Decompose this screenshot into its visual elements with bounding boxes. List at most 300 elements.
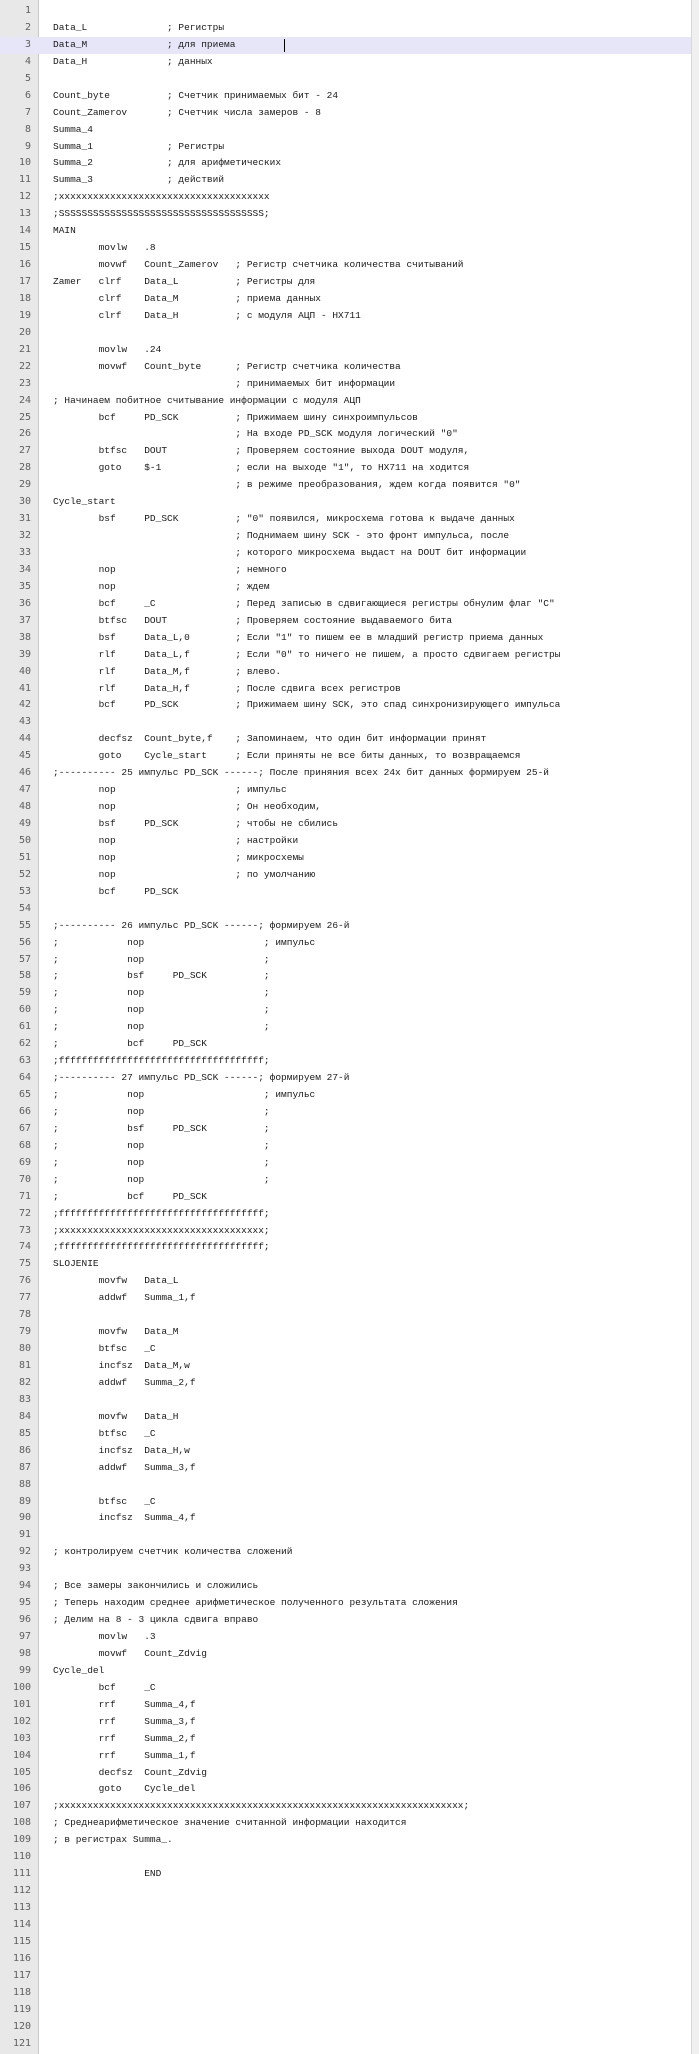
code-line[interactable]	[0, 935, 691, 952]
line-number: 50	[18, 834, 31, 846]
code-text: btfsc _C	[53, 1427, 156, 1439]
code-line[interactable]	[0, 1392, 691, 1409]
code-text: ; Делим на 8 - 3 цикла сдвига вправо	[53, 1614, 259, 1626]
code-text: addwf Summa_3,f	[53, 1461, 196, 1473]
line-number: 61	[18, 1021, 31, 1033]
code-text: Data_H ; данных	[53, 55, 213, 67]
code-line[interactable]	[0, 1036, 691, 1053]
code-line[interactable]	[0, 1832, 691, 1849]
code-line[interactable]	[0, 240, 691, 257]
line-number: 18	[18, 292, 31, 304]
line-number: 78	[18, 1309, 31, 1321]
line-number: 48	[18, 801, 31, 813]
line-number: 43	[18, 716, 31, 728]
code-line[interactable]	[0, 342, 691, 359]
code-line[interactable]	[0, 1155, 691, 1172]
line-number: 91	[18, 1529, 31, 1541]
code-text: ; nop ; импульс	[53, 1089, 316, 1100]
code-line[interactable]	[0, 1206, 691, 1223]
code-text: bcf _C	[53, 1681, 156, 1693]
line-number: 33	[18, 547, 31, 558]
code-line[interactable]	[0, 714, 691, 731]
code-text: SLOJENIE	[53, 1258, 99, 1270]
line-number: 32	[18, 530, 31, 542]
line-number: 24	[18, 394, 31, 406]
line-number: 117	[12, 1969, 31, 1981]
code-text: addwf Summa_1,f	[53, 1292, 196, 1304]
line-number: 80	[18, 1343, 31, 1355]
code-line[interactable]	[0, 918, 691, 935]
line-number: 62	[18, 1038, 31, 1050]
code-text: incfsz Data_H,w	[53, 1444, 190, 1456]
code-text: bsf PD_SCK ; "0" появился, микросхема готова к выдаче данных	[53, 513, 515, 525]
line-number: 16	[18, 259, 31, 271]
code-text: ;ffffffffffffffffffffffffffffffffffff;	[53, 1241, 270, 1253]
code-line[interactable]	[0, 664, 691, 681]
code-line[interactable]	[0, 1510, 691, 1527]
code-line[interactable]	[0, 1544, 691, 1561]
code-line[interactable]	[0, 528, 691, 545]
code-line[interactable]	[0, 223, 691, 240]
code-text: ;ffffffffffffffffffffffffffffffffffff;	[53, 1207, 270, 1219]
code-text: decfsz Count_byte,f ; Запоминаем, что один бит информации принят	[53, 733, 487, 745]
code-text: bsf Data_L,0 ; Если "1" то пишем ее в младший регистр приема данных	[53, 631, 544, 643]
line-number: 5	[24, 72, 31, 84]
code-text: ; bsf PD_SCK ;	[53, 1122, 270, 1134]
line-number: 77	[18, 1292, 31, 1304]
line-number: 22	[18, 360, 31, 372]
code-line[interactable]	[0, 426, 691, 443]
code-text: movfw Data_M	[53, 1326, 179, 1338]
code-line[interactable]	[0, 410, 691, 427]
code-text: ; в регистрах Summa_.	[53, 1834, 173, 1846]
line-number: 85	[18, 1427, 31, 1439]
code-line[interactable]	[0, 1629, 691, 1646]
code-line[interactable]	[0, 1561, 691, 1578]
line-number: 7	[24, 106, 31, 118]
line-number: 37	[18, 614, 31, 626]
code-line[interactable]	[0, 748, 691, 765]
line-number: 12	[18, 191, 31, 203]
line-number: 81	[18, 1360, 31, 1371]
code-line[interactable]	[0, 1748, 691, 1765]
code-text: nop ; импульс	[53, 784, 287, 796]
line-number: 55	[18, 919, 31, 931]
code-line[interactable]	[0, 1578, 691, 1595]
code-text: clrf Data_H ; с модуля АЦП - HX711	[53, 309, 361, 321]
code-text: btfsc DOUT ; Проверяем состояние выдаваемого бита	[53, 614, 453, 626]
code-line[interactable]	[0, 613, 691, 630]
code-line[interactable]	[0, 71, 691, 88]
line-number: 99	[18, 1664, 31, 1676]
line-number: 20	[18, 326, 31, 338]
code-line[interactable]	[0, 1917, 691, 1934]
line-number: 41	[18, 682, 31, 694]
code-line[interactable]	[0, 1680, 691, 1697]
code-line[interactable]	[0, 697, 691, 714]
line-number: 30	[18, 496, 31, 508]
line-number: 66	[18, 1105, 31, 1117]
code-text: bcf PD_SCK ; Прижимаем шину синхроимпульсов	[53, 411, 418, 423]
line-number: 39	[18, 648, 31, 660]
code-line[interactable]	[0, 1256, 691, 1273]
code-text: ;xxxxxxxxxxxxxxxxxxxxxxxxxxxxxxxxxxxxx	[53, 191, 270, 203]
code-text: nop ; по умолчанию	[53, 868, 316, 880]
code-text: addwf Summa_2,f	[53, 1376, 196, 1388]
code-line[interactable]	[0, 2036, 691, 2053]
line-number: 96	[18, 1614, 31, 1626]
code-line[interactable]	[0, 37, 691, 54]
line-number: 112	[12, 1885, 31, 1897]
code-line[interactable]	[0, 325, 691, 342]
code-text: bcf PD_SCK ; Прижимаем шину SCK, это спад синхронизирующего импульса	[53, 699, 561, 711]
line-number: 3	[24, 38, 31, 50]
code-line[interactable]	[0, 1731, 691, 1748]
code-text: ; Теперь находим среднее арифметическое полученного результата сложения	[53, 1597, 458, 1609]
line-number: 118	[12, 1986, 31, 1998]
code-line[interactable]	[0, 1426, 691, 1443]
code-line[interactable]	[0, 596, 691, 613]
code-line[interactable]	[0, 308, 691, 325]
code-text: ;ffffffffffffffffffffffffffffffffffff;	[53, 1055, 270, 1067]
line-number: 106	[12, 1783, 31, 1795]
code-line[interactable]	[0, 833, 691, 850]
code-line[interactable]	[0, 765, 691, 782]
line-number: 67	[18, 1122, 31, 1134]
code-line[interactable]	[0, 1714, 691, 1731]
code-line[interactable]	[0, 443, 691, 460]
code-line[interactable]	[0, 477, 691, 494]
code-text: Summa_1 ; Регистры	[53, 140, 225, 152]
code-line[interactable]	[0, 359, 691, 376]
code-text: ; nop ;	[53, 1173, 270, 1185]
code-line[interactable]	[0, 1697, 691, 1714]
code-line[interactable]	[0, 1951, 691, 1968]
code-text: ; nop ;	[53, 1156, 270, 1168]
code-line[interactable]	[0, 376, 691, 393]
line-number: 76	[18, 1275, 31, 1287]
code-text: bsf PD_SCK ; чтобы не сбились	[53, 818, 339, 829]
code-line[interactable]	[0, 985, 691, 1002]
code-line[interactable]	[0, 1883, 691, 1900]
line-number: 44	[18, 733, 31, 745]
code-line[interactable]	[0, 884, 691, 901]
line-number: 63	[18, 1055, 31, 1067]
code-text: END	[53, 1868, 162, 1880]
code-text: rrf Summa_2,f	[53, 1732, 196, 1744]
code-line[interactable]	[0, 1798, 691, 1815]
text-cursor	[284, 39, 285, 52]
line-number: 103	[12, 1732, 31, 1744]
code-line[interactable]	[0, 291, 691, 308]
code-line[interactable]	[0, 1968, 691, 1985]
code-line[interactable]	[0, 901, 691, 918]
line-number: 51	[18, 851, 31, 863]
code-line[interactable]	[0, 1849, 691, 1866]
code-line[interactable]	[0, 189, 691, 206]
code-area[interactable]	[0, 3, 691, 2052]
code-text: clrf Data_M ; приема данных	[53, 292, 321, 304]
code-text: nop ; Он необходим,	[53, 801, 321, 813]
line-number: 105	[12, 1766, 31, 1778]
line-number: 14	[18, 225, 31, 237]
line-number: 111	[12, 1868, 31, 1880]
line-number: 59	[18, 987, 31, 999]
line-number: 9	[24, 140, 31, 152]
code-line[interactable]	[0, 1002, 691, 1019]
code-line[interactable]	[0, 1189, 691, 1206]
code-text: goto Cycle_start ; Если приняты не все биты данных, то возвращаемся	[53, 750, 521, 762]
code-line[interactable]	[0, 681, 691, 698]
code-text: ;---------- 25 импульс PD_SCK ------; После приняния всех 24х бит данных формируем 25-й	[53, 767, 549, 779]
code-line[interactable]	[0, 731, 691, 748]
code-line[interactable]	[0, 867, 691, 884]
line-number: 113	[12, 1902, 31, 1913]
line-number: 47	[18, 784, 31, 796]
code-text: rrf Summa_1,f	[53, 1749, 196, 1761]
code-line[interactable]	[0, 1121, 691, 1138]
line-number: 19	[18, 309, 31, 321]
line-number: 4	[24, 55, 31, 67]
code-line[interactable]	[0, 545, 691, 562]
code-text: movfw Data_L	[53, 1275, 179, 1287]
code-line[interactable]	[0, 1053, 691, 1070]
code-text: Summa_4	[53, 123, 93, 135]
code-line[interactable]	[0, 1494, 691, 1511]
code-line[interactable]	[0, 952, 691, 969]
line-number: 82	[18, 1376, 31, 1388]
line-number: 34	[18, 563, 31, 575]
code-text: nop ; настройки	[53, 834, 299, 846]
code-line[interactable]	[0, 155, 691, 172]
code-text: ;---------- 26 импульс PD_SCK ------; формируем 26-й	[53, 919, 350, 931]
line-number: 108	[12, 1817, 31, 1829]
code-text: Data_M ; для приема	[53, 38, 236, 50]
line-number: 121	[12, 2037, 31, 2049]
code-text: incfsz Summa_4,f	[53, 1512, 196, 1524]
line-number: 70	[18, 1173, 31, 1185]
code-line[interactable]	[0, 257, 691, 274]
vertical-scrollbar[interactable]	[691, 0, 699, 2054]
code-text: ; Поднимаем шину SCK - это фронт импульса, после	[53, 530, 510, 542]
code-line[interactable]	[0, 2019, 691, 2036]
code-text: Data_L ; Регистры	[53, 21, 225, 33]
code-text: rlf Data_L,f ; Если "0" то ничего не пишем, а просто сдвигаем регистры	[53, 648, 561, 660]
code-text: nop ; немного	[53, 563, 287, 575]
code-line[interactable]	[0, 20, 691, 37]
code-line[interactable]	[0, 647, 691, 664]
code-line[interactable]	[0, 2002, 691, 2019]
line-number: 27	[18, 445, 31, 457]
code-text: btfsc DOUT ; Проверяем состояние выхода DOUT модуля,	[53, 445, 470, 457]
line-number: 98	[18, 1647, 31, 1659]
code-line[interactable]	[0, 1934, 691, 1951]
code-line[interactable]	[0, 850, 691, 867]
code-line[interactable]	[0, 1087, 691, 1104]
code-line[interactable]	[0, 782, 691, 799]
code-line[interactable]	[0, 1460, 691, 1477]
code-text: ;---------- 27 импульс PD_SCK ------; формируем 27-й	[53, 1072, 350, 1084]
code-line[interactable]	[0, 1223, 691, 1240]
code-line[interactable]	[0, 274, 691, 291]
code-text: nop ; микросхемы	[53, 851, 304, 863]
line-number: 116	[12, 1952, 31, 1964]
code-line[interactable]	[0, 1443, 691, 1460]
code-line[interactable]	[0, 1765, 691, 1782]
line-number: 69	[18, 1156, 31, 1168]
line-number: 40	[18, 665, 31, 677]
line-number: 1	[24, 5, 31, 16]
line-number: 100	[12, 1681, 31, 1693]
code-line[interactable]	[0, 1307, 691, 1324]
line-number: 25	[18, 411, 31, 423]
code-line[interactable]	[0, 460, 691, 477]
line-number: 11	[18, 174, 31, 186]
code-text: ; bcf PD_SCK	[53, 1038, 207, 1050]
code-line[interactable]	[0, 1646, 691, 1663]
code-line[interactable]	[0, 1663, 691, 1680]
line-number: 26	[18, 428, 31, 440]
code-line[interactable]	[0, 1866, 691, 1883]
code-line[interactable]	[0, 799, 691, 816]
line-number: 88	[18, 1478, 31, 1490]
line-number: 68	[18, 1139, 31, 1151]
code-text: Zamer clrf Data_L ; Регистры для	[53, 276, 316, 287]
code-line[interactable]	[0, 1138, 691, 1155]
code-line[interactable]	[0, 1527, 691, 1544]
line-number: 119	[12, 2003, 31, 2015]
line-number: 28	[18, 462, 31, 474]
code-text: movwf Count_byte ; Регистр счетчика количества	[53, 360, 401, 372]
code-text: Count_byte ; Счетчик принимаемых бит - 24	[53, 89, 339, 101]
code-text: ;xxxxxxxxxxxxxxxxxxxxxxxxxxxxxxxxxxxx;	[53, 1224, 270, 1236]
line-number: 31	[18, 513, 31, 525]
line-number: 17	[18, 276, 31, 287]
line-number: 8	[24, 123, 31, 135]
line-number: 84	[18, 1410, 31, 1422]
code-line[interactable]	[0, 88, 691, 105]
line-number: 104	[12, 1749, 31, 1761]
code-line[interactable]	[0, 630, 691, 647]
code-line[interactable]	[0, 1985, 691, 2002]
line-number: 72	[18, 1207, 31, 1219]
code-line[interactable]	[0, 105, 691, 122]
line-number: 15	[18, 242, 31, 254]
code-line[interactable]	[0, 1239, 691, 1256]
code-line[interactable]	[0, 1781, 691, 1798]
line-number: 115	[12, 1935, 31, 1947]
code-text: ;SSSSSSSSSSSSSSSSSSSSSSSSSSSSSSSSSSSS;	[53, 208, 270, 220]
line-number: 10	[18, 157, 31, 169]
code-text: ; bsf PD_SCK ;	[53, 970, 270, 982]
code-text: MAIN	[53, 225, 76, 237]
code-text: ; На входе PD_SCK модуля логический "0"	[53, 428, 458, 440]
code-text: ; nop ;	[53, 1139, 270, 1151]
code-line[interactable]	[0, 1815, 691, 1832]
code-line[interactable]	[0, 1341, 691, 1358]
code-line[interactable]	[0, 816, 691, 833]
code-line[interactable]	[0, 1595, 691, 1612]
line-number: 42	[18, 699, 31, 711]
code-line[interactable]	[0, 1900, 691, 1917]
code-line[interactable]	[0, 1358, 691, 1375]
code-line[interactable]	[0, 511, 691, 528]
code-text: ; nop ;	[53, 953, 270, 965]
line-number: 86	[18, 1444, 31, 1456]
code-line[interactable]	[0, 1477, 691, 1494]
line-number: 73	[18, 1224, 31, 1236]
line-number: 64	[18, 1072, 31, 1084]
code-text: rlf Data_H,f ; После сдвига всех регистров	[53, 682, 401, 694]
line-number: 97	[18, 1631, 31, 1642]
code-line[interactable]	[0, 3, 691, 20]
line-number: 94	[18, 1580, 31, 1592]
code-line[interactable]	[0, 206, 691, 223]
line-number: 35	[18, 580, 31, 592]
code-line[interactable]	[0, 1019, 691, 1036]
code-line[interactable]	[0, 1612, 691, 1629]
code-text: ; nop ;	[53, 1021, 270, 1033]
line-number: 107	[12, 1800, 31, 1812]
code-line[interactable]	[0, 968, 691, 985]
code-text: ; Все замеры закончились и сложились	[53, 1580, 259, 1592]
code-text: ; которого микросхема выдаст на DOUT бит информации	[53, 547, 527, 558]
code-text: Cycle_start	[53, 496, 116, 508]
line-number: 46	[18, 767, 31, 779]
code-line[interactable]	[0, 54, 691, 71]
line-number: 52	[18, 868, 31, 880]
code-text: ;xxxxxxxxxxxxxxxxxxxxxxxxxxxxxxxxxxxxxxxxxxxxxxxxxxxxxxxxxxxxxxxxxxxxxxx;	[53, 1800, 470, 1812]
line-number: 74	[18, 1241, 31, 1253]
code-text: ; в режиме преобразования, ждем когда появится "0"	[53, 479, 521, 491]
line-number: 92	[18, 1546, 31, 1558]
code-text: goto Cycle_del	[53, 1783, 196, 1795]
code-line[interactable]	[0, 172, 691, 189]
code-line[interactable]	[0, 562, 691, 579]
code-text: ; nop ;	[53, 987, 270, 999]
code-line[interactable]	[0, 1104, 691, 1121]
code-line[interactable]	[0, 1070, 691, 1087]
code-text: rrf Summa_4,f	[53, 1698, 196, 1710]
line-number: 89	[18, 1495, 31, 1507]
code-line[interactable]	[0, 579, 691, 596]
code-line[interactable]	[0, 139, 691, 156]
line-number: 58	[18, 970, 31, 982]
line-number: 2	[24, 21, 31, 33]
line-number: 65	[18, 1089, 31, 1100]
line-number: 36	[18, 597, 31, 609]
line-number: 75	[18, 1258, 31, 1270]
line-number: 79	[18, 1326, 31, 1338]
code-line[interactable]	[0, 1409, 691, 1426]
code-line[interactable]	[0, 393, 691, 410]
line-number: 83	[18, 1393, 31, 1405]
code-text: ; bcf PD_SCK	[53, 1190, 207, 1202]
code-line[interactable]	[0, 1273, 691, 1290]
code-line[interactable]	[0, 1172, 691, 1189]
code-text: ; Среднеарифметическое значение считанной информации находится	[53, 1817, 407, 1829]
code-line[interactable]	[0, 122, 691, 139]
line-number: 95	[18, 1597, 31, 1609]
code-line[interactable]	[0, 1324, 691, 1341]
code-text: movwf Count_Zamerov ; Регистр счетчика количества считываний	[53, 259, 464, 271]
code-line[interactable]	[0, 1375, 691, 1392]
code-line[interactable]	[0, 494, 691, 511]
code-text: nop ; ждем	[53, 580, 270, 592]
code-line[interactable]	[0, 1290, 691, 1307]
line-number: 57	[18, 953, 31, 965]
code-text: bcf _C ; Перед записью в сдвигающиеся регистры обнулим флаг "C"	[53, 597, 555, 609]
